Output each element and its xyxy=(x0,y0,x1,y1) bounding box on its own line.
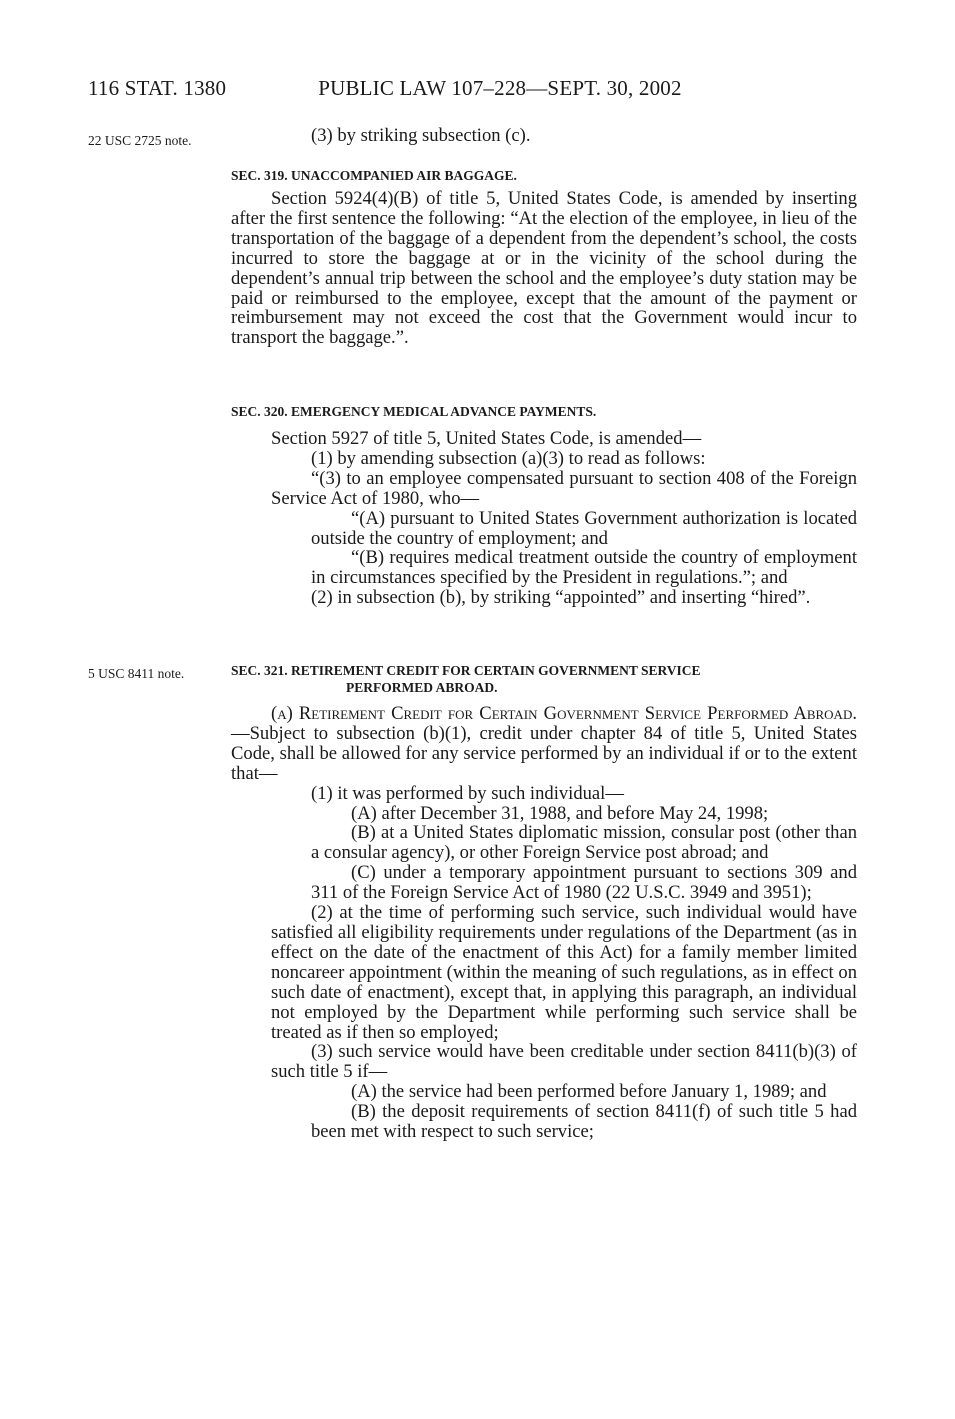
section-320-intro: Section 5927 of title 5, United States Code, is amended— xyxy=(271,428,702,449)
section-321-paragraph-1A: (A) after December 31, 1988, and before May 24, 1998; xyxy=(351,802,769,824)
section-320-quoted-B: “(B) requires medical treatment outside the country of employment in circumstances specified by the President in regulations.”; and xyxy=(311,547,857,589)
section-321 xyxy=(231,662,857,1142)
public-law-citation: PUBLIC LAW 107–228—SEPT. 30, 2002 xyxy=(318,76,682,100)
section-319-text: Section 5924(4)(B) of title 5, United States Code, is amended by inserting after the first sentence the following: “At the election of the employee, in lieu of the transportation of the baggage of a dependent from the dependent’s school, the costs incurred to store the baggage at or in the vicinity of the school during the dependent’s annual trip between the school and the employee’s duty station may be paid or reimbursed to the employee, except that the amount of the payment or reimbursement may not exceed the cost that the Government would incur to transport the baggage.”. xyxy=(231,188,857,349)
section-318-tail xyxy=(231,126,857,146)
section-321-paragraph-1C: (C) under a temporary appointment pursuant to sections 309 and 311 of the Foreign Service Act of 1980 (22 U.S.C. 3949 and 3951); xyxy=(311,862,857,904)
section-321-heading-line1: SEC. 321. RETIREMENT CREDIT FOR CERTAIN GOVERNMENT SERVICE xyxy=(231,663,701,678)
section-321-paragraph-3A: (A) the service had been performed before January 1, 1989; and xyxy=(351,1081,827,1103)
subsection-a-text: —Subject to subsection (b)(1), credit under chapter 84 of title 5, United States Code, shall be allowed for any service performed by an individual if or to the extent that— xyxy=(231,722,857,784)
section-320-quoted-3: “(3) to an employee compensated pursuant to section 408 of the Foreign Service Act of 1980, who— xyxy=(271,467,857,509)
section-321-subsection-a xyxy=(231,704,857,784)
section-320-paragraph-2: (2) in subsection (b), by striking “appointed” and inserting “hired”. xyxy=(311,587,811,609)
section-320-quoted-A: “(A) pursuant to United States Government authorization is located outside the country of employment; and xyxy=(311,507,857,549)
section-319-heading: SEC. 319. UNACCOMPANIED AIR BAGGAGE. xyxy=(231,168,517,183)
section-321-paragraph-3: (3) such service would have been creditable under section 8411(b)(3) of such title 5 if— xyxy=(271,1041,857,1083)
section-321-paragraph-2: (2) at the time of performing such service, such individual would have satisfied all eligibility requirements under regulations of the Department (as in effect on the date of the enactment of this Act) for a family member limited noncareer appointment (within the meaning of such regulations, as in effect on such date of enactment), except that, in applying this paragraph, an individual not employed by the Department while performing such service shall be treated as if then so employed; xyxy=(271,902,857,1043)
section-320-heading: SEC. 320. EMERGENCY MEDICAL ADVANCE PAYMENTS. xyxy=(231,404,597,419)
section-321-heading-line2: PERFORMED ABROAD. xyxy=(346,680,498,695)
page-header xyxy=(88,76,788,101)
page-number: 116 STAT. 1380 xyxy=(88,76,227,100)
margin-note-5-usc-8411: 5 USC 8411 note. xyxy=(88,666,185,681)
section-321-paragraph-1B: (B) at a United States diplomatic mission, consular post (other than a consular agency), or other Foreign Service post abroad; and xyxy=(311,822,857,864)
section-319 xyxy=(231,167,857,348)
paragraph-striking-subsection: (3) by striking subsection (c). xyxy=(311,125,531,146)
section-321-paragraph-1: (1) it was performed by such individual— xyxy=(311,782,624,804)
section-321-paragraph-3B: (B) the deposit requirements of section 8411(f) of such title 5 had been met with respect to such service; xyxy=(311,1101,857,1143)
section-320-paragraph-1: (1) by amending subsection (a)(3) to read as follows: xyxy=(311,447,706,469)
section-320 xyxy=(231,403,857,608)
subsection-a-caption: (a) Retirement Credit for Certain Government Service Performed Abroad. xyxy=(271,703,857,724)
margin-note-22-usc-2725: 22 USC 2725 note. xyxy=(88,133,192,148)
